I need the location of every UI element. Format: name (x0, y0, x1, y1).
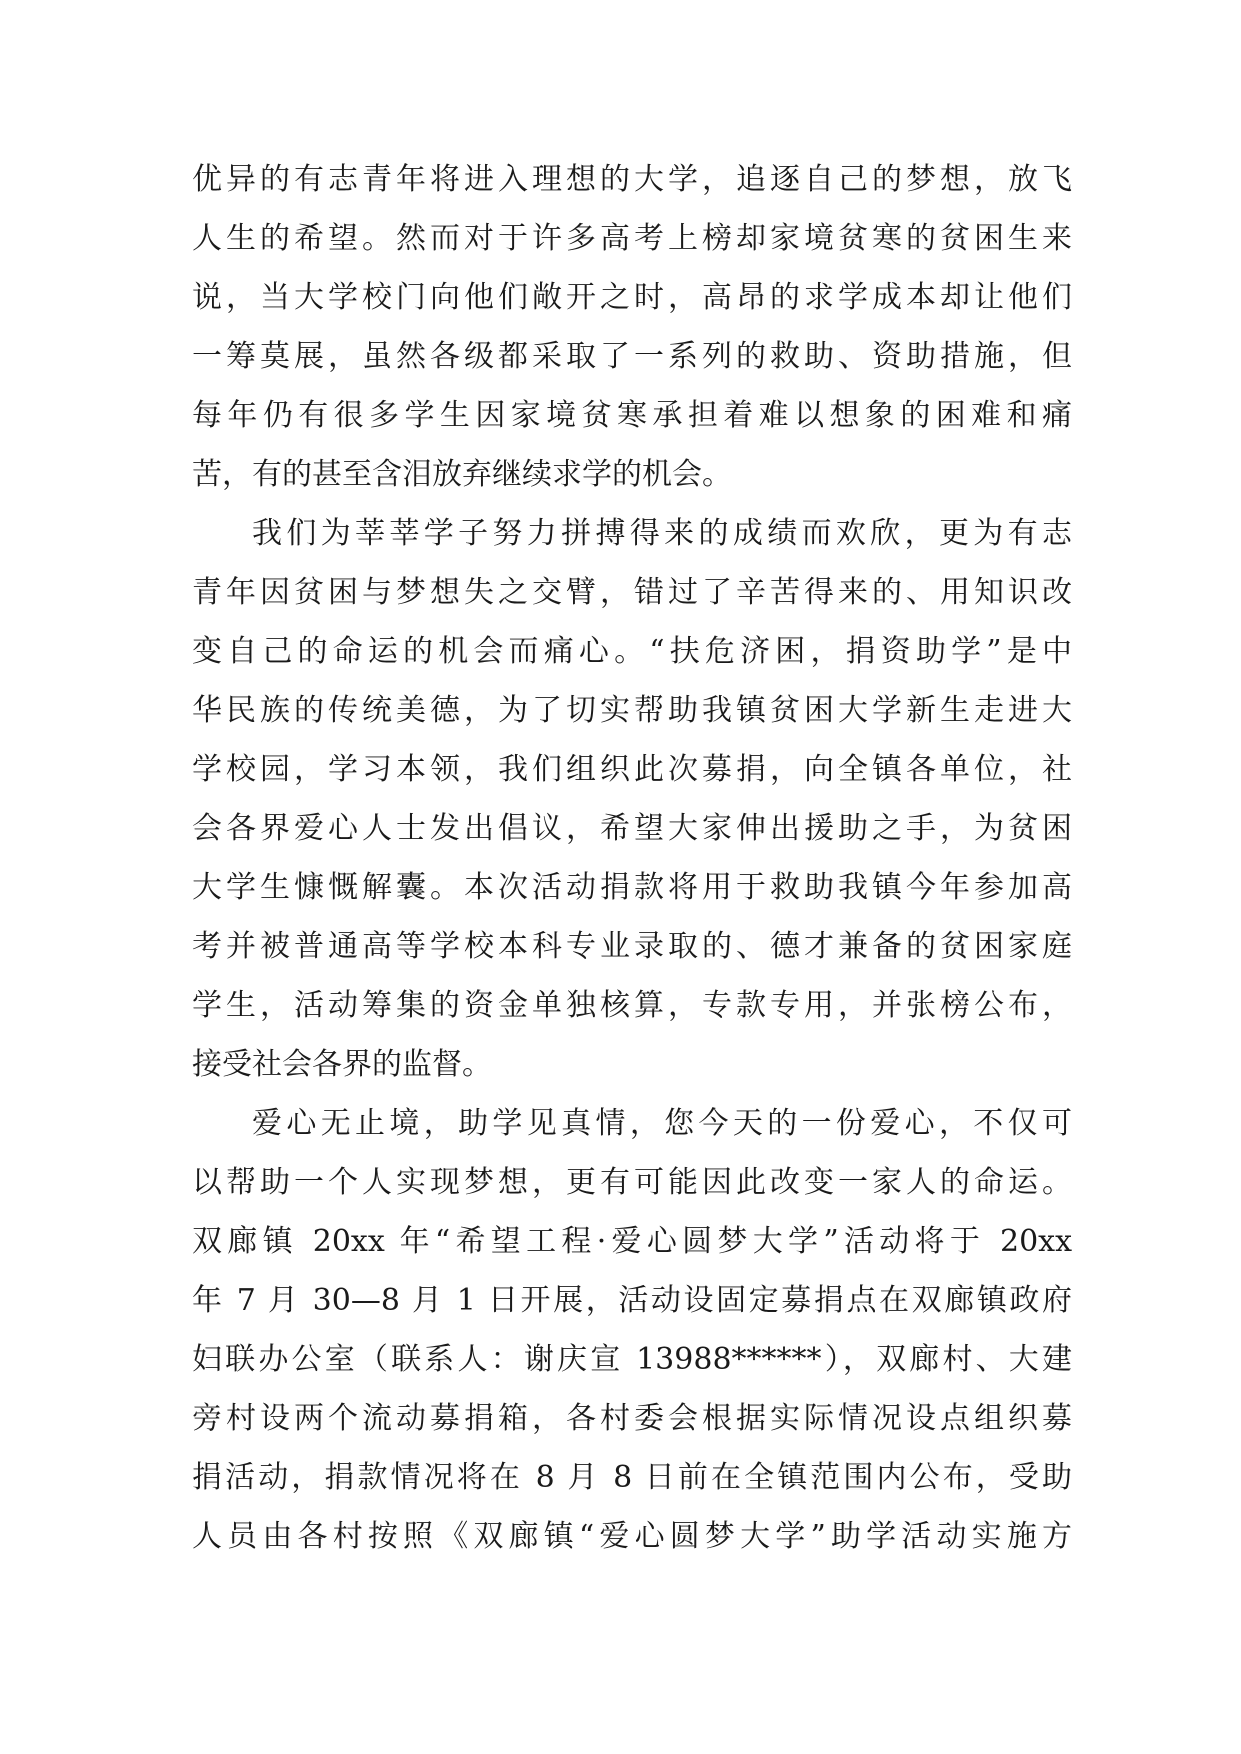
paragraph-3 (192, 1094, 1072, 1566)
text-line: 双廊镇 20xx 年“希望工程·爱心圆梦大学”活动将于 20xx (192, 1224, 1072, 1259)
text-line: 人员由各村按照《双廊镇“爱心圆梦大学”助学活动实施方 (192, 1519, 1072, 1554)
text-line: 一筹莫展，虽然各级都采取了一系列的救助、资助措施，但 (192, 339, 1072, 374)
text-line: 旁村设两个流动募捐箱，各村委会根据实际情况设点组织募 (192, 1401, 1072, 1436)
text-line: 捐活动，捐款情况将在 8 月 8 日前在全镇范围内公布，受助 (192, 1460, 1072, 1495)
text-line: 优异的有志青年将进入理想的大学，追逐自己的梦想，放飞 (192, 162, 1072, 197)
text-line: 考并被普通高等学校本科专业录取的、德才兼备的贫困家庭 (192, 929, 1072, 964)
text-line: 接受社会各界的监督。 (192, 1047, 492, 1082)
text-line: 变自己的命运的机会而痛心。“扶危济困，捐资助学”是中 (192, 634, 1072, 669)
text-line: 每年仍有很多学生因家境贫寒承担着难以想象的困难和痛 (192, 398, 1072, 433)
text-line: 以帮助一个人实现梦想，更有可能因此改变一家人的命运。 (192, 1165, 1072, 1200)
text-line: 我们为莘莘学子努力拼搏得来的成绩而欢欣，更为有志 (252, 516, 1072, 551)
paragraph-2 (192, 504, 1072, 1094)
text-line: 大学生慷慨解囊。本次活动捐款将用于救助我镇今年参加高 (192, 870, 1072, 905)
document-body (192, 150, 1072, 1566)
text-line: 说，当大学校门向他们敞开之时，高昂的求学成本却让他们 (192, 280, 1072, 315)
text-line: 学校园，学习本领，我们组织此次募捐，向全镇各单位，社 (192, 752, 1072, 787)
text-line: 苦，有的甚至含泪放弃继续求学的机会。 (192, 457, 732, 492)
text-line: 年 7 月 30—8 月 1 日开展，活动设固定募捐点在双廊镇政府 (192, 1283, 1072, 1318)
text-line: 妇联办公室（联系人：谢庆宣 13988******），双廊村、大建 (192, 1342, 1072, 1377)
text-line: 学生，活动筹集的资金单独核算，专款专用，并张榜公布， (192, 988, 1072, 1023)
text-line: 爱心无止境，助学见真情，您今天的一份爱心，不仅可 (252, 1106, 1072, 1141)
text-line: 会各界爱心人士发出倡议，希望大家伸出援助之手，为贫困 (192, 811, 1072, 846)
text-line: 人生的希望。然而对于许多高考上榜却家境贫寒的贫困生来 (192, 221, 1072, 256)
text-line: 青年因贫困与梦想失之交臂，错过了辛苦得来的、用知识改 (192, 575, 1072, 610)
text-line: 华民族的传统美德，为了切实帮助我镇贫困大学新生走进大 (192, 693, 1072, 728)
paragraph-1 (192, 150, 1072, 504)
